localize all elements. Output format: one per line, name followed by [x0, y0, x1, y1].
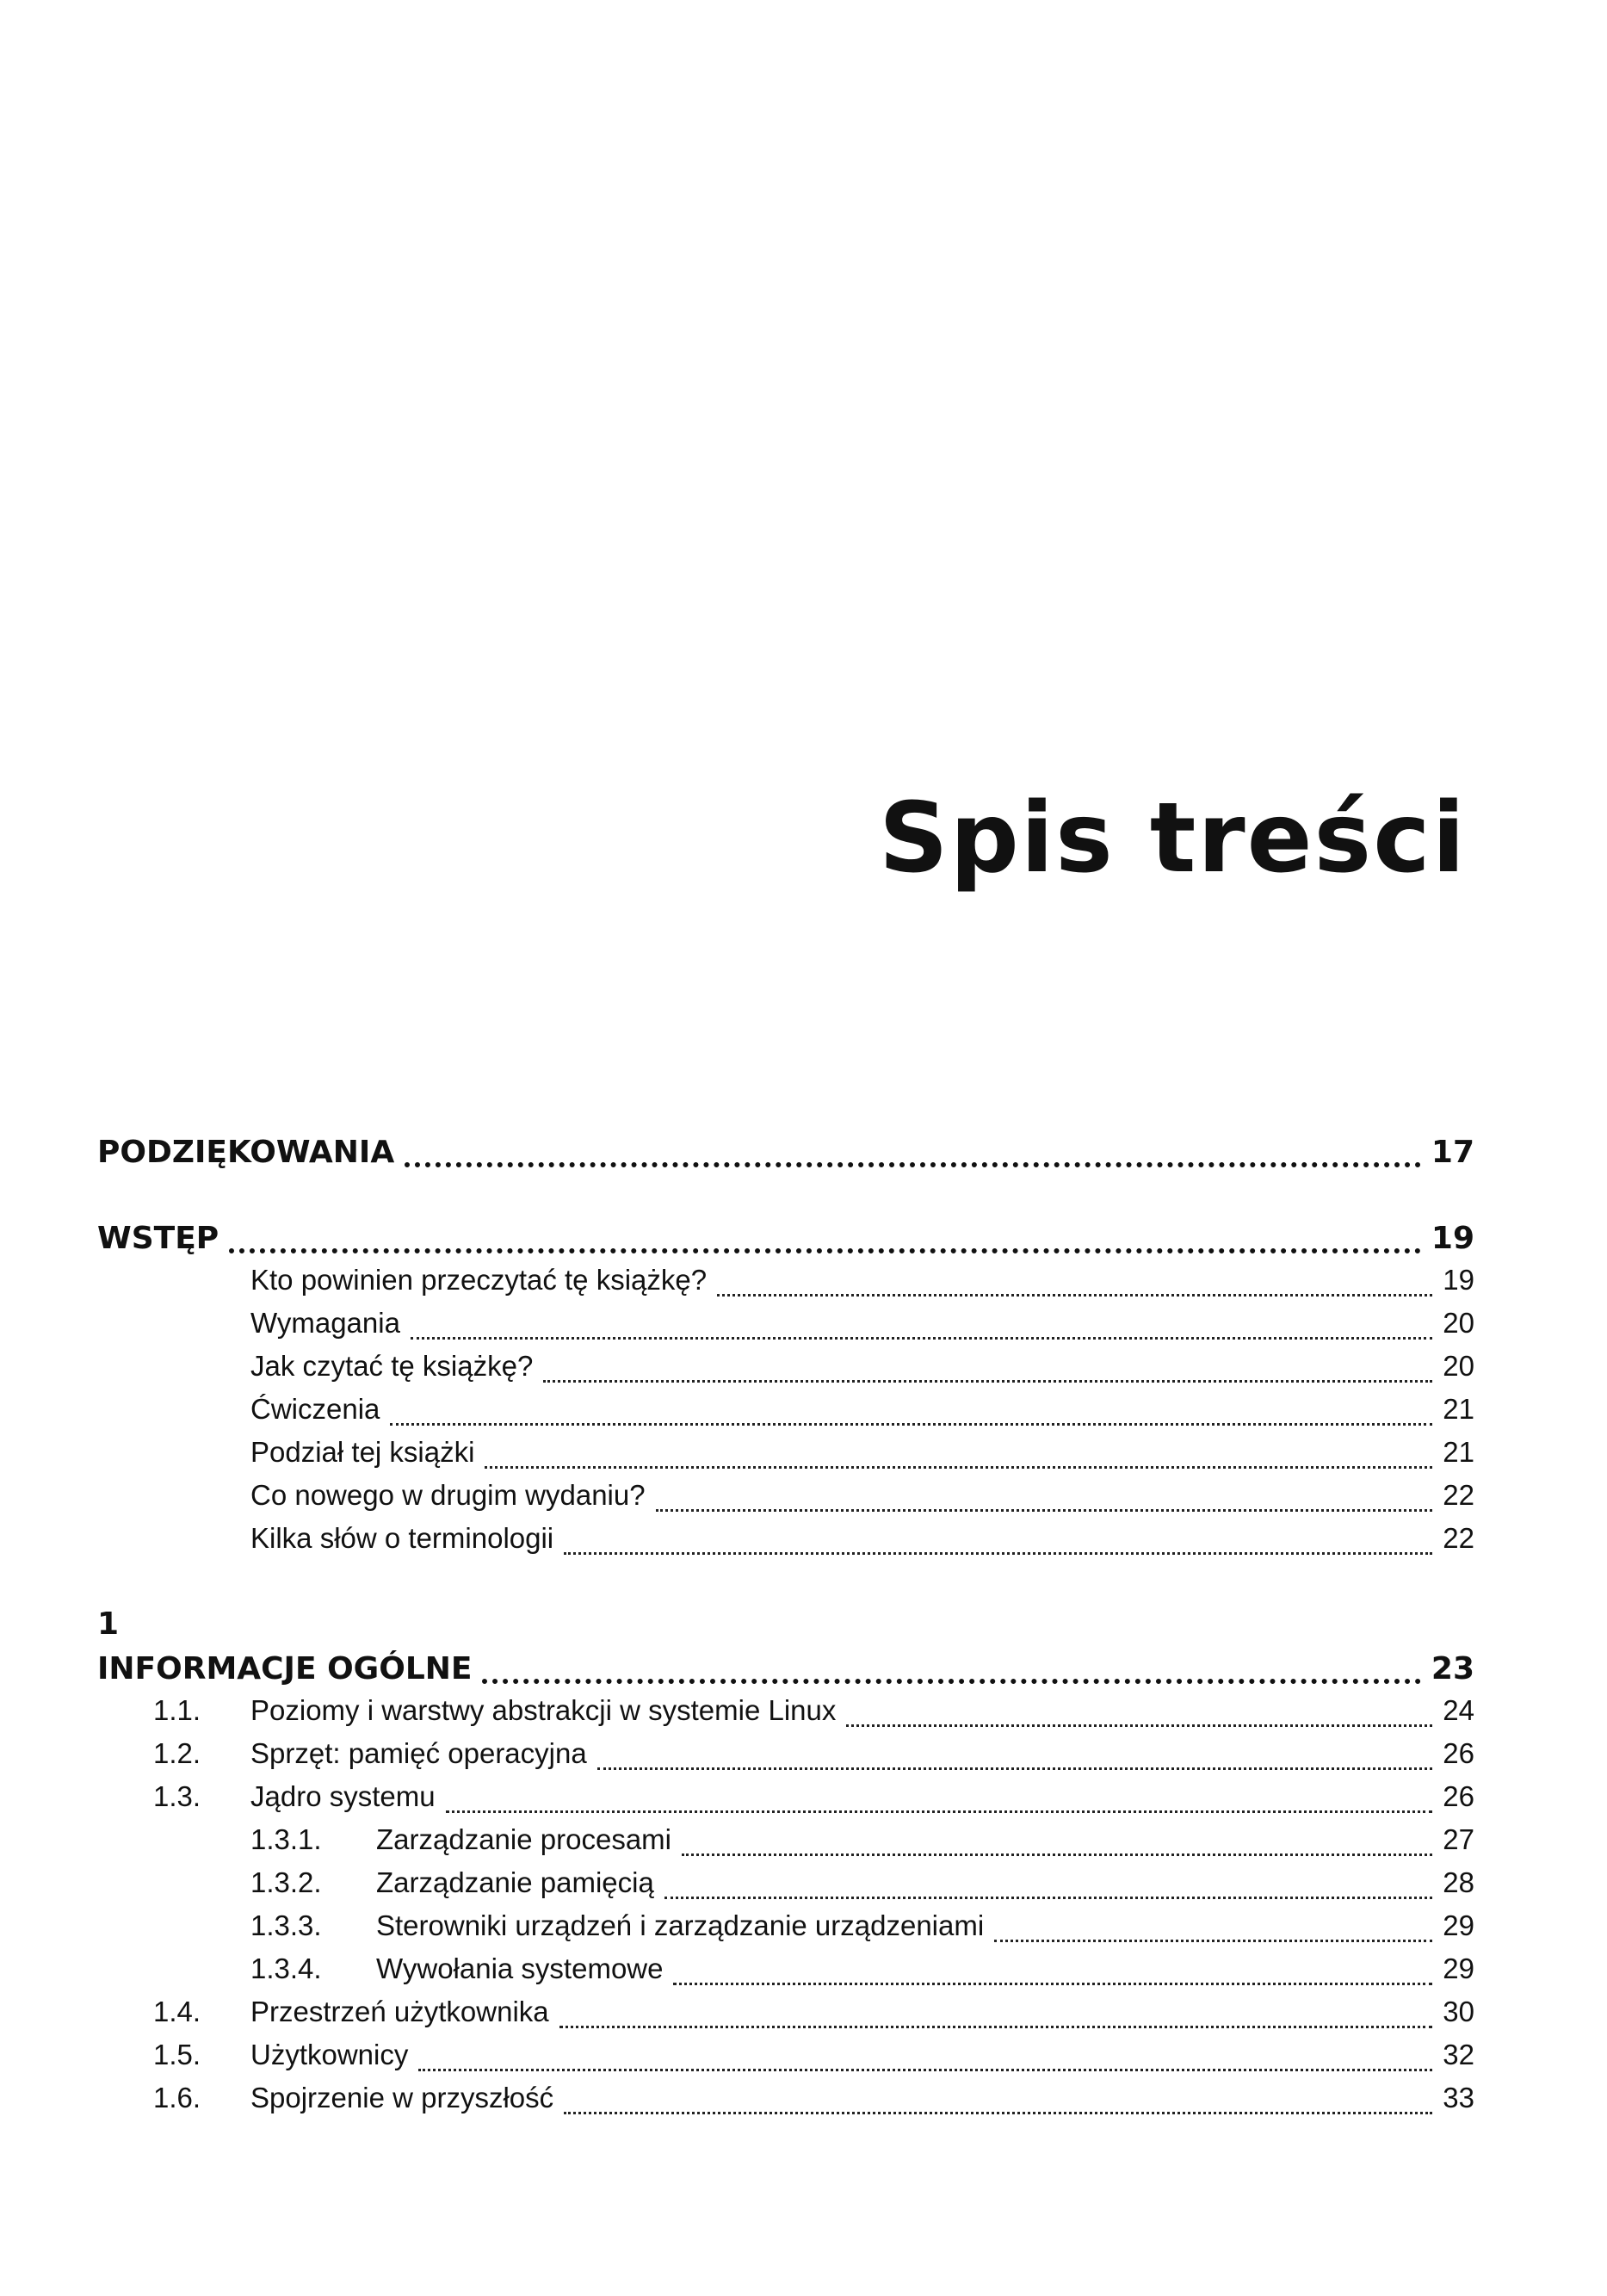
toc-heading-label: WSTĘP	[97, 1221, 219, 1256]
toc-entry[interactable]	[153, 1780, 1474, 1823]
toc-entry-label: Ćwiczenia	[250, 1393, 380, 1425]
toc-entry-label: Kto powinien przeczytać tę książkę?	[250, 1264, 708, 1296]
toc-entry-label: Kilka słów o terminologii	[250, 1522, 554, 1554]
dot-leader	[559, 2026, 1433, 2028]
dot-leader	[846, 1724, 1432, 1727]
toc-entry-label: Przestrzeń użytkownika	[250, 1996, 549, 2027]
toc-entry-label: Poziomy i warstwy abstrakcji w systemie Linux	[250, 1694, 837, 1726]
toc-page-number: 21	[1443, 1436, 1474, 1468]
dot-leader	[597, 1767, 1433, 1770]
toc-page-number: 22	[1443, 1479, 1474, 1511]
dot-leader	[564, 2112, 1432, 2114]
toc-entry-number: 1.5.	[153, 2039, 201, 2070]
dot-leader	[564, 1552, 1432, 1555]
toc-entry-label: Jądro systemu	[250, 1780, 436, 1812]
toc-page-number: 20	[1443, 1350, 1474, 1382]
toc-page-number: 19	[1443, 1264, 1474, 1296]
toc-entry-number: 1.2.	[153, 1737, 201, 1769]
toc-page-number: 28	[1443, 1866, 1474, 1898]
dot-leader	[405, 1162, 1421, 1167]
toc-entry-label: Jak czytać tę książkę?	[250, 1350, 534, 1382]
dot-leader	[656, 1509, 1433, 1512]
toc-heading-label: INFORMACJE OGÓLNE	[97, 1651, 473, 1686]
toc-page-number: 26	[1443, 1737, 1474, 1769]
toc-page-number: 24	[1443, 1694, 1474, 1726]
toc-entry[interactable]	[250, 1909, 1474, 1953]
dot-leader	[485, 1466, 1432, 1469]
toc-entry[interactable]	[250, 1307, 1474, 1350]
toc-entry-number: 1.1.	[153, 1694, 201, 1726]
toc-page-number: 26	[1443, 1780, 1474, 1812]
toc-entry[interactable]	[153, 2082, 1474, 2125]
page-title: Spis treści	[878, 783, 1467, 894]
dot-leader	[390, 1423, 1432, 1426]
toc-entry-number: 1.4.	[153, 1996, 201, 2027]
toc-entry-number: 1.3.1.	[250, 1823, 322, 1855]
toc-entry-intro[interactable]	[97, 1221, 1474, 1264]
toc-entry[interactable]	[153, 2039, 1474, 2082]
toc-entry[interactable]	[250, 1264, 1474, 1307]
toc-entry[interactable]	[250, 1436, 1474, 1479]
dot-leader	[664, 1897, 1432, 1899]
toc-entry-number: 1.6.	[153, 2082, 201, 2113]
toc-page-number: 27	[1443, 1823, 1474, 1855]
chapter-number: 1	[97, 1606, 120, 1642]
toc-entry[interactable]	[250, 1953, 1474, 1996]
toc-entry[interactable]	[250, 1479, 1474, 1522]
toc-page-number: 21	[1443, 1393, 1474, 1425]
toc-entry-label: Wywołania systemowe	[376, 1953, 664, 1984]
dot-leader	[717, 1294, 1432, 1297]
toc-page-number: 29	[1443, 1953, 1474, 1984]
dot-leader	[229, 1248, 1421, 1253]
toc-page-number: 19	[1431, 1221, 1474, 1256]
dot-leader	[994, 1940, 1432, 1942]
toc-entry-label: Wymagania	[250, 1307, 400, 1339]
toc-heading-label: PODZIĘKOWANIA	[97, 1135, 395, 1170]
toc-page-number: 32	[1443, 2039, 1474, 2070]
toc-page-number: 22	[1443, 1522, 1474, 1554]
dot-leader	[418, 2069, 1432, 2071]
dot-leader	[482, 1679, 1420, 1684]
dot-leader	[411, 1337, 1432, 1340]
toc-entry-number: 1.3.	[153, 1780, 201, 1812]
toc-entry-label: Sterowniki urządzeń i zarządzanie urządzeniami	[376, 1909, 985, 1941]
toc-entry[interactable]	[250, 1866, 1474, 1909]
toc-entry-chapter-1[interactable]	[97, 1651, 1474, 1694]
toc-entry-label: Podział tej książki	[250, 1436, 475, 1468]
toc-entry[interactable]	[250, 1393, 1474, 1436]
toc-entry-label: Zarządzanie pamięcią	[376, 1866, 654, 1898]
toc-page-number: 20	[1443, 1307, 1474, 1339]
toc-entry-acknowledgements[interactable]	[97, 1135, 1474, 1178]
toc-entry[interactable]	[250, 1823, 1474, 1866]
toc-entry-label: Zarządzanie procesami	[376, 1823, 671, 1855]
toc-page-number: 29	[1443, 1909, 1474, 1941]
toc-entry-number: 1.3.4.	[250, 1953, 322, 1984]
toc-page-number: 33	[1443, 2082, 1474, 2113]
toc-entry-label: Sprzęt: pamięć operacyjna	[250, 1737, 587, 1769]
toc-page-number: 17	[1431, 1135, 1474, 1170]
dot-leader	[673, 1983, 1432, 1985]
toc-entry[interactable]	[153, 1996, 1474, 2039]
dot-leader	[446, 1810, 1433, 1813]
toc-entry-number: 1.3.3.	[250, 1909, 322, 1941]
toc-page-number: 23	[1431, 1651, 1474, 1686]
toc-entry-label: Użytkownicy	[250, 2039, 409, 2070]
toc-entry[interactable]	[153, 1694, 1474, 1737]
toc-entry-number: 1.3.2.	[250, 1866, 322, 1898]
toc-entry-label: Spojrzenie w przyszłość	[250, 2082, 554, 2113]
toc-entry[interactable]	[153, 1737, 1474, 1780]
toc-page-number: 30	[1443, 1996, 1474, 2027]
toc-entry[interactable]	[250, 1522, 1474, 1565]
dot-leader	[682, 1854, 1432, 1856]
toc-entry[interactable]	[250, 1350, 1474, 1393]
dot-leader	[543, 1380, 1432, 1383]
toc-entry-label: Co nowego w drugim wydaniu?	[250, 1479, 646, 1511]
